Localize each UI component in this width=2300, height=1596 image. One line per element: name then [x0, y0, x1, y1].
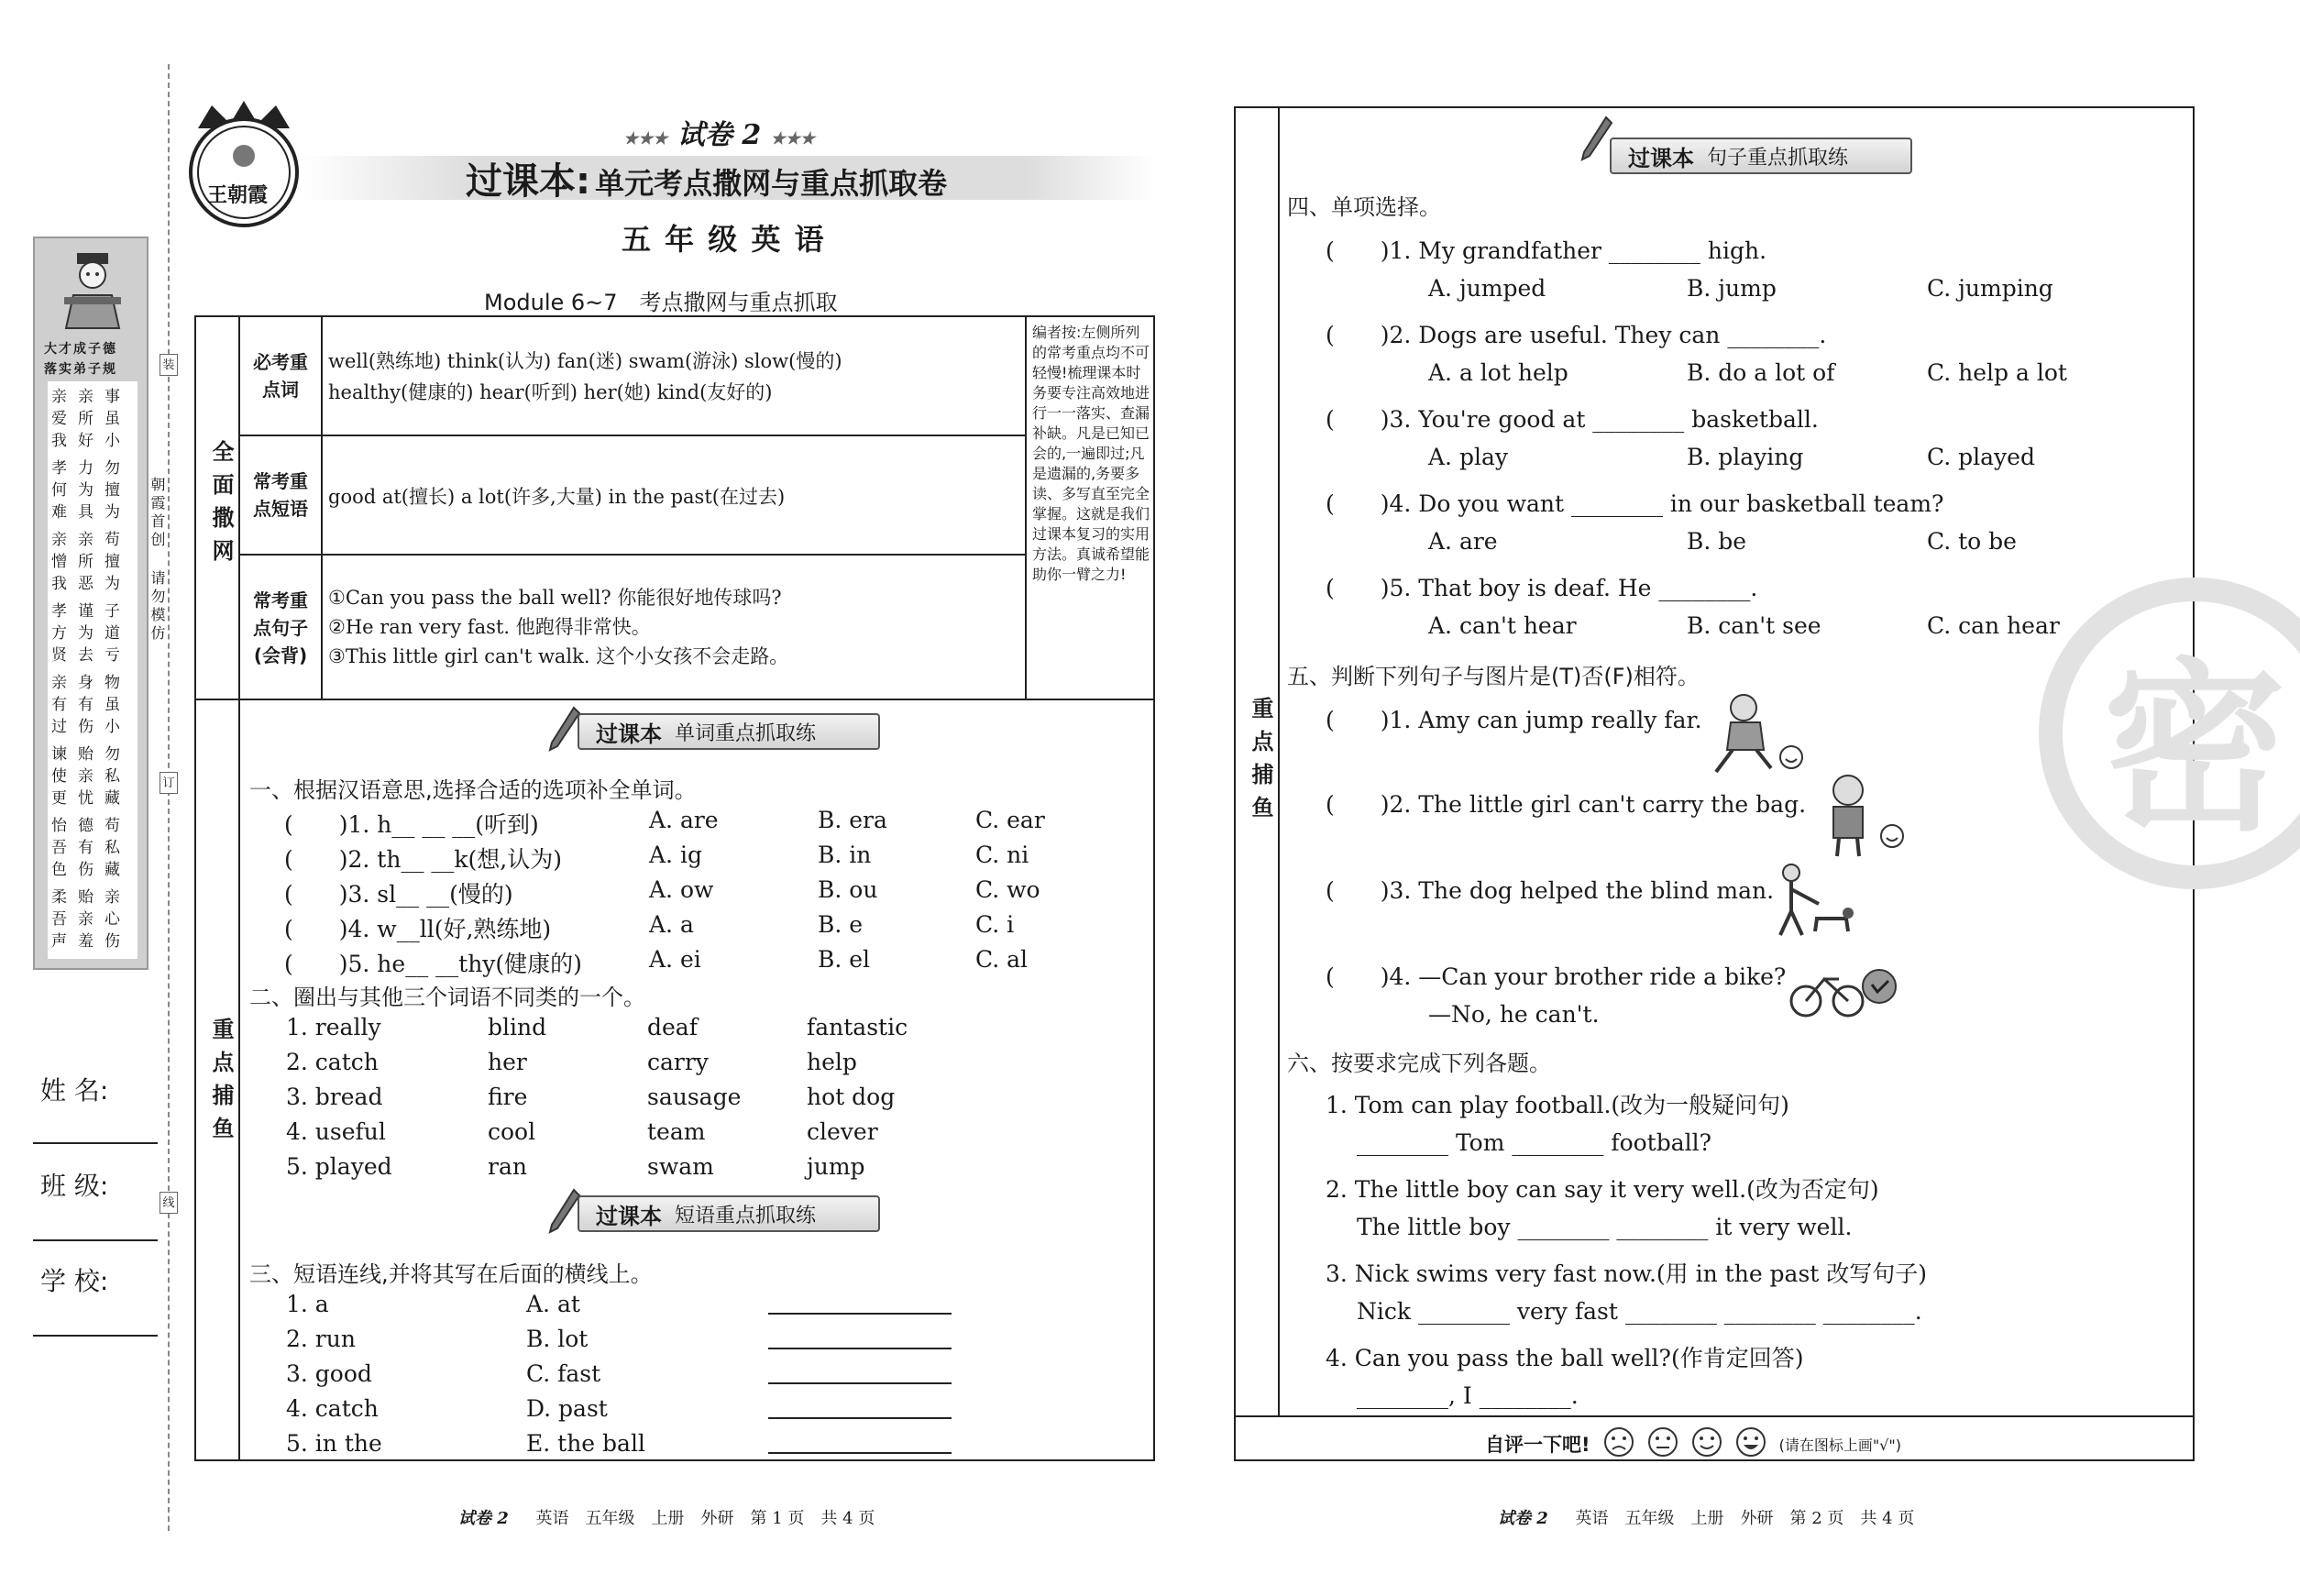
review-phrases-line-1: good at(擅长) a lot(许多,大量) in the past(在过去) — [328, 486, 786, 508]
q3-answer-1[interactable] — [768, 1313, 952, 1315]
girl-with-bag-picture — [1821, 772, 1912, 860]
review-divider-2 — [238, 554, 1027, 556]
review-sentence-2: ②He ran very fast. 他跑得非常快。 — [328, 616, 651, 638]
q6-item-3-answer[interactable]: Nick ________ very fast ________ ________ ________. — [1357, 1298, 1922, 1325]
poem-group — [51, 458, 134, 523]
q1-item-3: ( )3. sl__ __(慢的) — [284, 881, 513, 908]
q3-item-1-left: 1. a — [286, 1291, 329, 1317]
poem-line: 柔贻亲 — [51, 888, 131, 907]
subject-title: 五 年 级 英 语 — [622, 222, 826, 257]
q4-item-3-a: A. play — [1428, 444, 1508, 470]
banner-bold: 过课本 — [596, 1203, 662, 1229]
jumping-girl-picture — [1707, 689, 1808, 777]
q2-item-4-w2[interactable]: cool — [488, 1118, 536, 1145]
q4-item-4-c: C. to be — [1927, 528, 2017, 555]
logo-text: 王朝霞 — [207, 184, 269, 207]
q1-item-3-c: C. wo — [975, 876, 1040, 903]
q6-title: 六、按要求完成下列各题。 — [1287, 1051, 1551, 1076]
dog-blind-man-picture — [1764, 862, 1855, 939]
q3-item-3-right: C. fast — [526, 1360, 601, 1387]
q1-item-4-b: B. e — [818, 911, 864, 938]
motto-line-1: 大才成子德 — [44, 342, 117, 357]
module-title: Module 6~7 考点撒网与重点抓取 — [484, 290, 838, 315]
q5-item-4: ( )4. —Can your brother ride a bike? — [1326, 963, 1787, 990]
cut-label-2: 订 — [160, 772, 178, 794]
q3-answer-4[interactable] — [768, 1417, 952, 1419]
q1-item-5: ( )5. he__ __thy(健康的) — [284, 951, 582, 977]
main-title-bold: 过课本: — [466, 160, 590, 203]
q2-item-3-w1[interactable]: 3. bread — [286, 1084, 383, 1110]
motto-panel — [33, 237, 149, 970]
poem-line: 过伤小 — [51, 718, 131, 736]
review-divider-bottom — [194, 699, 1155, 700]
q2-item-2-w2[interactable]: her — [488, 1049, 527, 1075]
q2-item-1-w2[interactable]: blind — [488, 1014, 547, 1040]
q2-item-1-w1[interactable]: 1. really — [286, 1014, 381, 1040]
poem-line: 怡德苟 — [51, 817, 131, 835]
main-title — [466, 152, 947, 204]
q3-item-4-right: D. past — [526, 1395, 608, 1422]
q1-item-4: ( )4. w__ll(好,熟练地) — [284, 916, 552, 942]
smile-face-icon[interactable] — [1691, 1426, 1722, 1461]
q6-item-3: 3. Nick swims very fast now.(用 in the past 改写句子) — [1326, 1260, 1928, 1287]
phrase-practice-banner-box — [578, 1195, 880, 1232]
poem-line: 有有虽 — [51, 696, 131, 714]
poem-line: 我好小 — [51, 432, 131, 450]
q4-item-1-b: B. jump — [1687, 275, 1777, 302]
banner-text: 单词重点抓取练 — [675, 721, 817, 745]
word-practice-banner-box — [578, 713, 880, 750]
poem-line: 爱所虽 — [51, 410, 131, 428]
review-label-phrases: 常考重点短语 — [253, 470, 308, 520]
sad-face-icon[interactable] — [1603, 1426, 1634, 1461]
q4-item-1-c: C. jumping — [1927, 275, 2053, 302]
q6-item-2: 2. The little boy can say it very well.(改为否定句) — [1326, 1176, 1879, 1203]
q2-item-1-w3[interactable]: deaf — [647, 1014, 698, 1040]
q2-item-4-w4[interactable]: clever — [807, 1118, 878, 1145]
name-label: 姓 名: — [40, 1075, 109, 1106]
q3-item-4-left: 4. catch — [286, 1395, 379, 1422]
motto-line-2: 落实弟子规 — [44, 362, 117, 377]
q1-item-2-b: B. in — [818, 842, 872, 868]
poem-line: 我恶为 — [51, 575, 131, 593]
q2-item-1-w4[interactable]: fantastic — [807, 1014, 908, 1040]
self-eval-divider — [1234, 1415, 2195, 1417]
q4-title: 四、单项选择。 — [1287, 194, 1441, 220]
poem-group — [51, 673, 134, 737]
left-footer-text: 英语 五年级 上册 外研 第 1 页 共 4 页 — [535, 1509, 875, 1528]
q1-item-3-a: A. ow — [649, 876, 714, 903]
banner-text: 句子重点抓取练 — [1707, 146, 1849, 170]
q4-item-5-b: B. can't see — [1687, 612, 1821, 639]
cut-label-3: 线 — [160, 1192, 178, 1214]
vertical-note-2: 请勿模仿 — [149, 570, 166, 644]
left-footer — [458, 1505, 875, 1529]
paper-number — [623, 112, 815, 152]
poem-line: 谏贻勿 — [51, 745, 131, 764]
q3-item-5-left: 5. in the — [286, 1430, 382, 1457]
sentence-practice-banner-box — [1610, 138, 1912, 174]
q1-item-4-a: A. a — [649, 911, 694, 938]
q1-item-5-c: C. al — [975, 946, 1029, 973]
q3-answer-3[interactable] — [768, 1382, 952, 1384]
q4-item-3-b: B. playing — [1687, 444, 1804, 470]
poem-line: 孝谨子 — [51, 602, 131, 621]
self-eval-row — [1485, 1426, 1901, 1461]
q2-item-5-w3[interactable]: swam — [647, 1153, 714, 1180]
right-footer-paper: 试卷 2 — [1498, 1509, 1548, 1528]
q4-item-2-a: A. a lot help — [1428, 359, 1568, 386]
poem-line: 亲亲苟 — [51, 531, 131, 549]
q4-item-4-a: A. are — [1428, 528, 1498, 555]
right-footer — [1498, 1505, 1914, 1529]
neutral-face-icon[interactable] — [1647, 1426, 1678, 1461]
left-focus-side-label: 重点捕鱼 — [208, 1018, 234, 1150]
q4-item-3: ( )3. You're good at ________ basketball. — [1326, 406, 1819, 433]
poem-line: 贤去亏 — [51, 646, 131, 665]
right-side-label: 重点捕鱼 — [1248, 697, 1273, 829]
poem-line: 难具为 — [51, 503, 131, 522]
q5-title: 五、判断下列句子与图片是(T)否(F)相符。 — [1287, 664, 1700, 689]
q3-title: 三、短语连线,并将其写在后面的横线上。 — [249, 1261, 653, 1287]
q2-item-5-w2[interactable]: ran — [488, 1153, 527, 1180]
poem-line: 亲亲事 — [51, 388, 131, 406]
q1-item-1-c: C. ear — [975, 807, 1045, 833]
poem-line: 吾有私 — [51, 839, 131, 857]
q1-item-4-c: C. i — [975, 911, 1015, 938]
q2-item-4-w3[interactable]: team — [647, 1118, 706, 1145]
q3-item-2-left: 2. run — [286, 1326, 356, 1352]
q1-item-2-c: C. ni — [975, 842, 1029, 868]
vertical-note-1: 朝霞首创 — [149, 477, 166, 550]
left-footer-paper: 试卷 2 — [458, 1509, 509, 1528]
q2-item-4-w1[interactable]: 4. useful — [286, 1118, 386, 1145]
q1-item-3-b: B. ou — [818, 876, 878, 903]
q4-item-3-c: C. played — [1927, 444, 2035, 470]
review-sentence-3: ③This little girl can't walk. 这个小女孩不会走路。 — [328, 645, 789, 667]
q3-answer-5[interactable] — [768, 1452, 952, 1454]
poem-group — [51, 530, 134, 594]
review-label-sentences: 常考重点句子(会背) — [253, 589, 308, 666]
q3-item-1-right: A. at — [526, 1291, 580, 1317]
q4-item-4-b: B. be — [1687, 528, 1747, 555]
poem-group — [51, 601, 134, 666]
q2-item-5-w4[interactable]: jump — [807, 1153, 865, 1180]
q4-item-5-c: C. can hear — [1927, 612, 2060, 639]
review-side-label: 全面撒网 — [208, 440, 234, 572]
school-field[interactable] — [33, 1335, 158, 1337]
review-divider-1 — [238, 435, 1027, 436]
q4-item-4: ( )4. Do you want ________ in our basketball team? — [1326, 490, 1944, 517]
q1-item-1-b: B. era — [818, 807, 887, 833]
banner-text: 短语重点抓取练 — [675, 1204, 817, 1227]
cut-label-1: 装 — [160, 354, 178, 376]
stars-right-icon: ★★★ — [770, 129, 816, 149]
q5-item-2: ( )2. The little girl can't carry the bag. — [1326, 791, 1807, 818]
q4-item-5-a: A. can't hear — [1428, 612, 1577, 639]
poem-group — [51, 887, 134, 952]
q1-item-1-a: A. are — [649, 807, 719, 833]
poem-line: 何为擅 — [51, 481, 131, 500]
banner-bold: 过课本 — [596, 721, 662, 747]
self-eval-note: (请在图标上画"√") — [1778, 1436, 1901, 1454]
q5-item-1: ( )1. Amy can jump really far. — [1326, 707, 1702, 733]
q4-item-2-c: C. help a lot — [1927, 359, 2067, 386]
q4-item-5: ( )5. That boy is deaf. He ________. — [1326, 575, 1758, 601]
q3-answer-2[interactable] — [768, 1348, 952, 1349]
q6-item-1: 1. Tom can play football.(改为一般疑问句) — [1326, 1092, 1789, 1118]
q2-item-3-w4[interactable]: hot dog — [807, 1084, 896, 1110]
q1-title: 一、根据汉语意思,选择合适的选项补全单词。 — [249, 777, 697, 803]
poem-line: 亲身物 — [51, 674, 131, 692]
q3-item-2-right: B. lot — [526, 1326, 589, 1352]
q3-item-3-left: 3. good — [286, 1360, 372, 1387]
poem-line: 憎所擅 — [51, 553, 131, 571]
q6-item-4-answer[interactable]: ________, I ________. — [1357, 1382, 1579, 1409]
q3-item-5-right: E. the ball — [526, 1430, 645, 1457]
q6-item-2-answer[interactable]: The little boy ________ ________ it very well. — [1357, 1214, 1853, 1240]
poem-line: 声羞伤 — [51, 932, 131, 951]
secret-stamp — [2026, 550, 2300, 935]
review-sentence-1: ①Can you pass the ball well? 你能很好地传球吗? — [328, 587, 782, 609]
q4-item-2: ( )2. Dogs are useful. They can ________. — [1326, 322, 1827, 348]
poem-group — [51, 744, 134, 809]
q4-item-1-a: A. jumped — [1428, 275, 1546, 302]
q2-item-5-w1[interactable]: 5. played — [286, 1153, 392, 1180]
poem-group — [51, 387, 134, 451]
name-field[interactable] — [33, 1142, 158, 1144]
poem-line: 吾亲心 — [51, 910, 131, 929]
poem-line: 使亲私 — [51, 767, 131, 786]
poem-line: 更忧藏 — [51, 789, 131, 808]
self-eval-label: 自评一下吧! — [1485, 1434, 1590, 1456]
poem-box — [48, 381, 138, 959]
q5-item-4-answer: —No, he can't. — [1428, 1001, 1600, 1028]
q2-item-2-w4[interactable]: help — [807, 1049, 857, 1075]
q1-item-2: ( )2. th__ __k(想,认为) — [284, 846, 563, 873]
class-label: 班 级: — [40, 1171, 109, 1201]
poem-group — [51, 816, 134, 880]
main-title-rest: 单元考点撒网与重点抓取卷 — [595, 166, 948, 201]
scholar-illustration — [61, 249, 125, 332]
happy-face-icon[interactable] — [1735, 1426, 1766, 1461]
stars-left-icon: ★★★ — [623, 129, 668, 149]
q5-item-3: ( )3. The dog helped the blind man. — [1326, 877, 1775, 904]
q1-item-5-a: A. ei — [649, 946, 701, 973]
paper-number-text: 试卷 2 — [677, 119, 762, 151]
editor-note: 编者按:左侧所列的常考重点均不可轻慢!梳理课本时务要专注高效地进行一一落实、查漏补缺。凡是已知已会的,一遍即过;凡是遗漏的,务要多读、多写直至完全掌握。这就是我们过课本复习的实用方法。真诚希望能助你一臂之力! — [1032, 324, 1150, 583]
q2-item-2-w3[interactable]: carry — [647, 1049, 709, 1075]
q4-item-1: ( )1. My grandfather ________ high. — [1326, 237, 1767, 264]
q4-item-2-b: B. do a lot of — [1687, 359, 1835, 386]
q1-item-5-b: B. el — [818, 946, 871, 973]
banner-bold: 过课本 — [1628, 145, 1694, 171]
class-field[interactable] — [33, 1239, 158, 1241]
bike-picture — [1788, 959, 1903, 1023]
logo-badge — [180, 101, 308, 229]
q2-item-3-w2[interactable]: fire — [488, 1084, 528, 1110]
q2-item-3-w3[interactable]: sausage — [647, 1084, 742, 1110]
stamp-text: 密 — [2102, 642, 2286, 856]
right-footer-text: 英语 五年级 上册 外研 第 2 页 共 4 页 — [1575, 1509, 1915, 1528]
q2-title: 二、圈出与其他三个词语不同类的一个。 — [249, 985, 645, 1010]
q6-item-4: 4. Can you pass the ball well?(作肯定回答) — [1326, 1345, 1804, 1371]
review-label-words: 必考重点词 — [253, 351, 308, 401]
review-words-line-1: well(熟练地) think(认为) fan(迷) swam(游泳) slow(慢的) — [328, 350, 842, 372]
q6-item-1-answer[interactable]: ________ Tom ________ football? — [1357, 1129, 1712, 1156]
review-words-line-2: healthy(健康的) hear(听到) her(她) kind(友好的) — [328, 381, 773, 403]
q2-item-2-w1[interactable]: 2. catch — [286, 1049, 379, 1075]
q1-item-1: ( )1. h__ __ __(听到) — [284, 811, 539, 838]
q1-item-2-a: A. ig — [649, 842, 702, 868]
school-label: 学 校: — [40, 1266, 109, 1296]
poem-line: 孝力勿 — [51, 459, 131, 478]
binding-dashed-line — [168, 64, 170, 1531]
poem-line: 方为道 — [51, 624, 131, 643]
poem-line: 色伤藏 — [51, 861, 131, 879]
